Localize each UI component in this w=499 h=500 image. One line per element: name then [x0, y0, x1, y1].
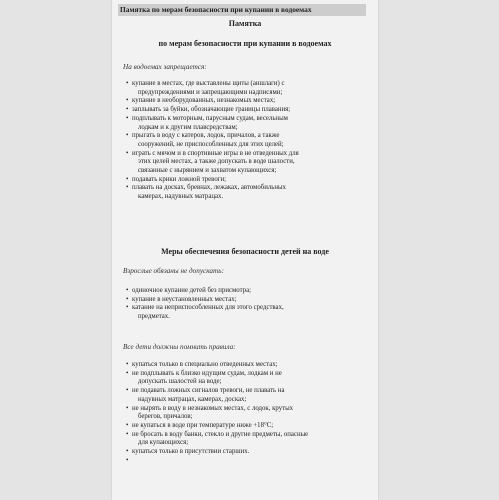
- children-list: [126, 361, 370, 457]
- document-title: Памятка: [228, 19, 262, 28]
- document-page: [112, 0, 378, 500]
- list-item: • подплывать к моторным, парусным судам, весельным лодкам и к другим плавсредствам;: [126, 115, 370, 132]
- adults-list: [126, 287, 370, 322]
- list-item: • прыгать в воду с катеров, лодок, причалов, а также сооружений, не приспособленных для этих целей;: [126, 132, 370, 149]
- prohibited-list: [126, 80, 370, 202]
- list-item: • купаться только в специально отведенных местах;: [126, 361, 370, 370]
- list-item: • заплывать за буйки, обозначающие границы плавания;: [126, 106, 370, 115]
- children-safety-title: Меры обеспечения безопасности детей на воде: [161, 247, 329, 256]
- list-item: • купание в неустановленных местах;: [126, 296, 370, 305]
- adults-heading: Взрослые обязаны не допускать:: [123, 267, 224, 275]
- list-item: • не нырять в воду в незнакомых местах, с лодок, крутых берегов, причалов;: [126, 405, 370, 422]
- list-item: • не подплывать к близко идущим судам, лодкам и не допускать шалостей на воде;: [126, 370, 370, 387]
- list-item: • одиночное купание детей без присмотра;: [126, 287, 370, 296]
- list-item: • играть с мячом и в спортивные игры в не отведенных для этих целей местах, а также допускать в воде шалости, связанные с нырянием и захватом купающихся;: [126, 150, 370, 176]
- list-item: • не бросать в воду банки, стекло и другие предметы, опасные для купающихся;: [126, 431, 370, 448]
- list-item: • плавать на досках, бревнах, лежаках, автомобильных камерах, надувных матрацах.: [126, 184, 370, 201]
- prohibited-heading: На водоемах запрещается:: [123, 63, 207, 71]
- list-item: • купание в местах, где выставлены щиты (аншлаги) с предупреждениями и запрещающими надписями;: [126, 80, 370, 97]
- list-item: • не подавать ложных сигналов тревоги, не плавать на надувных матрацах, камерах, досках;: [126, 387, 370, 404]
- list-item: • купаться только в присутствии старших.: [126, 448, 370, 457]
- document-subtitle: по мерам безопасности при купании в водоемах: [158, 39, 332, 48]
- list-item: • купание в необорудованных, незнакомых местах;: [126, 97, 370, 106]
- list-item: • катание на неприспособленных для этого средствах, предметах.: [126, 304, 370, 321]
- list-item: • не купаться в воде при температуре ниже +18°С;: [126, 422, 370, 431]
- document-banner: Памятка по мерам безопасности при купании в водоемах: [118, 4, 366, 16]
- list-item: • подавать крики ложной тревоги;: [126, 176, 370, 185]
- children-heading: Все дети должны помнить правила:: [123, 343, 236, 351]
